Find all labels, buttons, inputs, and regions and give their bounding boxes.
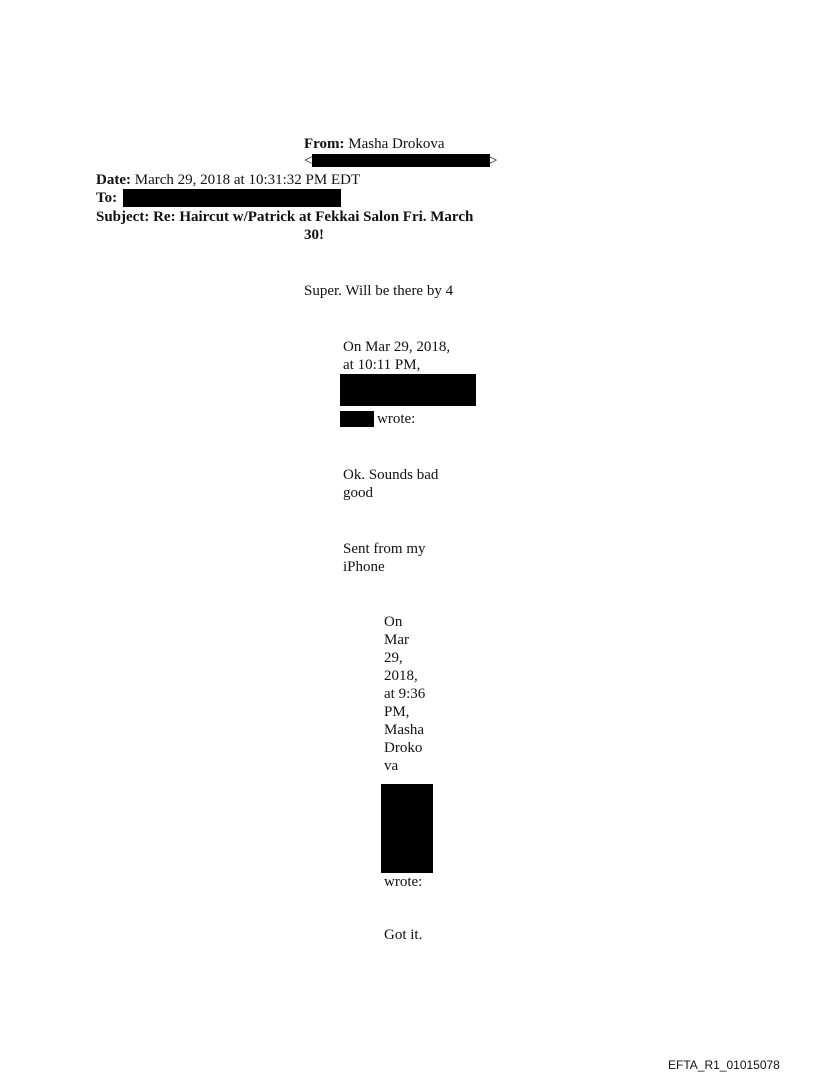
reply2-line2: good [343,485,373,501]
subject-value-cont: 30! [304,227,324,243]
quote2-line: Droko [384,740,423,756]
document-id: EFTA_R1_01015078 [668,1058,780,1072]
to-label: To: [96,190,118,206]
quote1-wrote: wrote: [377,411,416,427]
quote2-wrote: wrote: [384,874,423,890]
subject-value: Re: Haircut w/Patrick at Fekkai Salon Fri. March [153,209,474,225]
quote2-line: at 9:36 [384,686,426,702]
quote1-line1: On Mar 29, 2018, [343,339,451,355]
subject-label: Subject: [96,209,150,225]
quote2-line: Masha [384,722,424,738]
quote2-line: PM, [384,704,410,720]
redaction-quote1-email [340,411,374,427]
subject-line [96,208,473,226]
from-value: Masha Drokova [348,136,445,152]
redaction-from-email [312,154,490,167]
redaction-quote1-sender [340,374,476,406]
signature-line2: iPhone [343,559,385,575]
quote2-line: 2018, [384,668,418,684]
redaction-to [123,189,341,207]
date-label: Date: [96,172,131,188]
quote1-line2: at 10:11 PM, [343,357,421,373]
reply2-line1: Ok. Sounds bad [343,467,439,483]
redaction-quote2-email [381,784,433,873]
from-label: From: [304,136,345,152]
date-line [96,171,360,189]
from-email-open: < [304,153,313,169]
quote2-line: 29, [384,650,403,666]
quote2-line: Mar [384,632,409,648]
from-email-close: > [489,153,498,169]
reply-text-1: Super. Will be there by 4 [304,283,454,299]
signature-line1: Sent from my [343,541,426,557]
date-value: March 29, 2018 at 10:31:32 PM EDT [134,172,361,188]
quote2-line: On [384,614,403,630]
quote2-line: va [384,758,399,774]
from-line [304,135,445,153]
reply-text-3: Got it. [384,927,423,943]
